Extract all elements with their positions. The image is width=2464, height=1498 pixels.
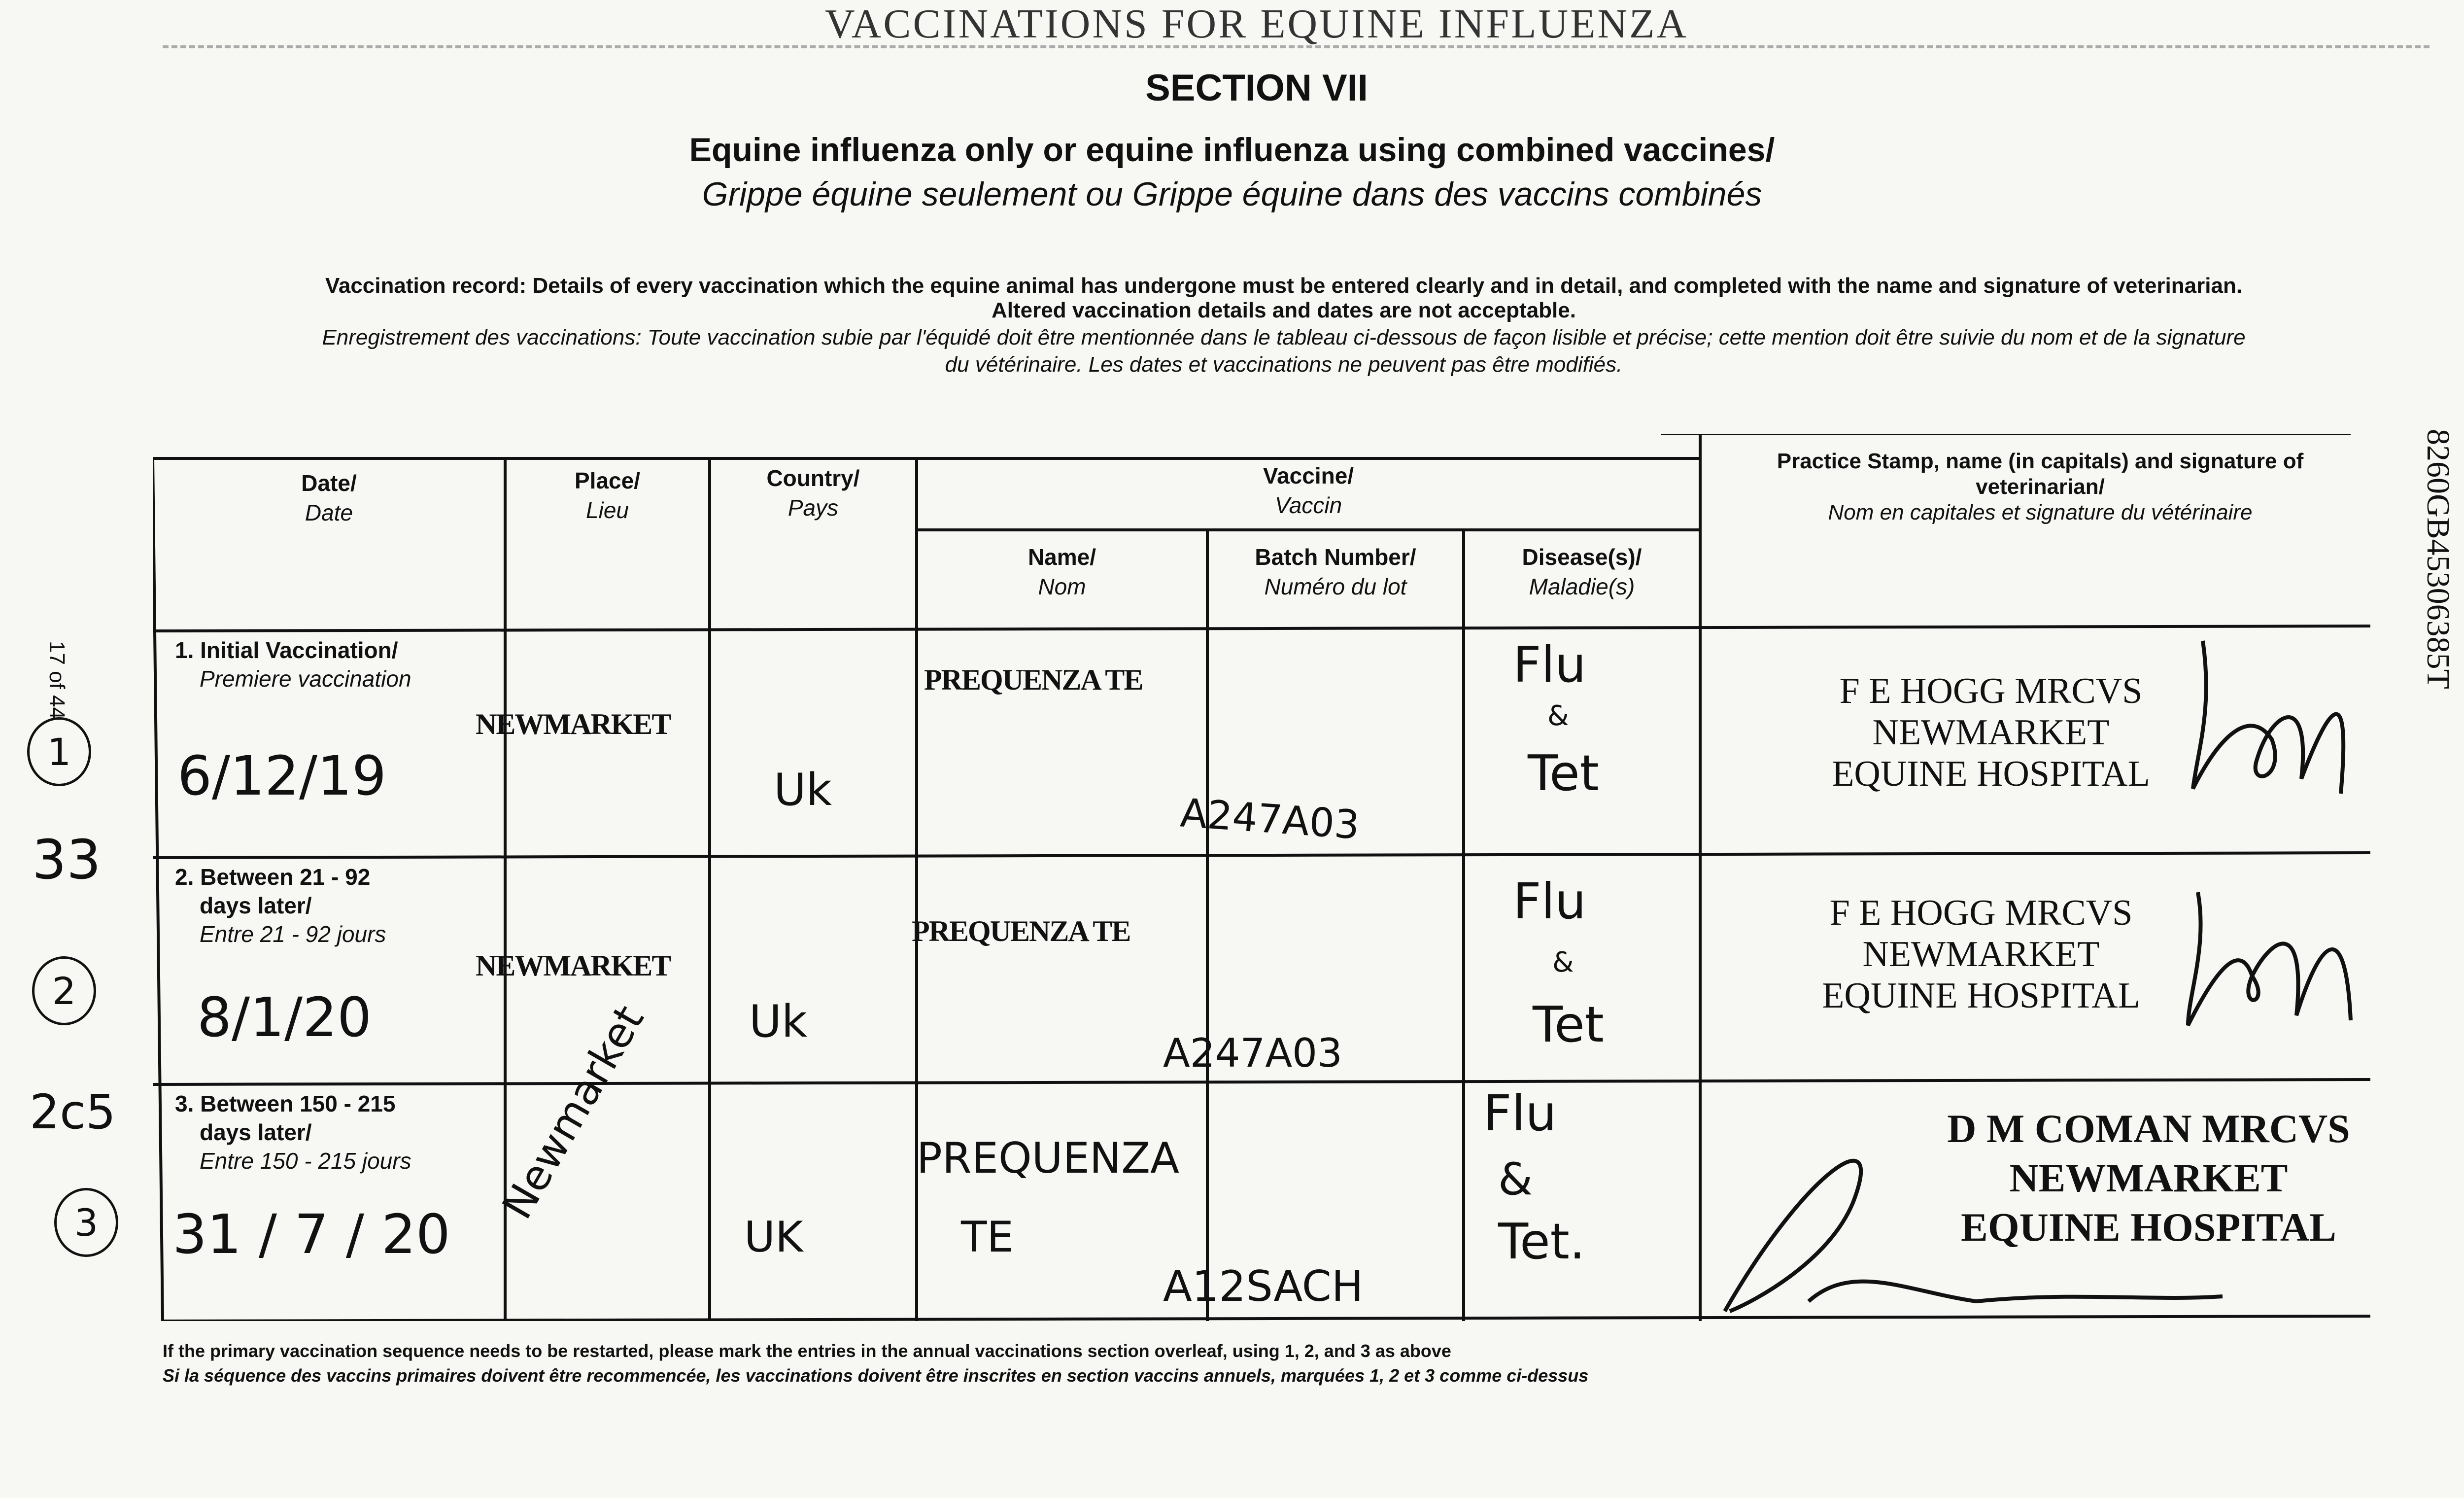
row1-label [175,636,411,693]
row3-batch: A12SACH [1163,1262,1364,1311]
document-id: 8260GB45306385T [2420,429,2456,689]
margin-circle-3: 3 [54,1188,118,1257]
col-batch-header [1207,542,1464,601]
row3-date: 31 / 7 / 20 [172,1203,450,1266]
row3-country: UK [744,1213,803,1262]
row1-label-fr: Premiere vaccination [200,666,411,692]
col-name-header [917,542,1207,601]
row2-disease-2: & [1552,946,1574,978]
margin-number-2: 2c5 [30,1084,116,1140]
row1-stamp-line3: EQUINE HOSPITAL [1832,754,2150,794]
col-country-en: Country/ [766,465,860,491]
col-disease-header [1464,542,1700,601]
col-name-fr: Nom [1038,574,1086,599]
row3-place: Newmarket [493,997,653,1227]
row2-stamp-line3: EQUINE HOSPITAL [1822,975,2140,1016]
row3-label-en-1: 3. Between 150 - 215 [175,1091,396,1116]
col-country-fr: Pays [787,495,839,521]
row2-date: 8/1/20 [197,986,372,1049]
note-english-line1: Vaccination record: Details of every vaccination which the equine animal has undergone must be entered clearly and in detail, and completed with the name and signature of veterinarian. [325,274,2243,298]
margin-number-1: 33 [32,828,101,891]
row2-label-en-2: days later/ [200,893,312,918]
note-english-line2: Altered vaccination details and dates are not acceptable. [992,298,1576,322]
row1-date: 6/12/19 [177,744,387,807]
col-batch-en: Batch Number/ [1255,544,1416,570]
col-place-header [505,466,710,525]
row1-disease-3: Tet [1528,744,1599,802]
col-country-header [710,463,917,523]
row1-country: Uk [774,764,832,816]
col-vaccine-en: Vaccine/ [1263,463,1354,488]
row2-vaccine-name: PREQUENZA TE [912,915,1130,947]
row1-stamp-line1: F E HOGG MRCVS [1839,671,2143,711]
section-heading: SECTION VII [1145,67,1368,109]
row2-country: Uk [749,996,807,1047]
row2-disease-1: Flu [1513,872,1586,930]
col-batch-fr: Numéro du lot [1264,574,1407,599]
row3-vaccine-name-1: PREQUENZA [917,1134,1180,1183]
row3-stamp-line1: D M COMAN MRCVS [1947,1106,2350,1151]
row1-batch: A247A03 [1179,790,1361,848]
row3-label [175,1089,411,1175]
col-place-fr: Lieu [586,497,629,523]
col-name-en: Name/ [1027,544,1096,570]
row3-vaccine-name-2: TE [961,1213,1014,1262]
row3-label-en-2: days later/ [200,1119,312,1145]
row1-vaccine-name: PREQUENZA TE [924,663,1143,696]
row3-disease-3: Tet. [1498,1213,1585,1270]
header-divider [163,45,2430,48]
col-disease-en: Disease(s)/ [1522,544,1642,570]
margin-circle-1: 1 [27,717,91,786]
row3-disease-1: Flu [1483,1084,1557,1142]
col-vet-fr: Nom en capitales et signature du vétérinaire [1828,500,2253,524]
col-vet-en-2: veterinarian/ [1976,475,2105,499]
form-title: VACCINATIONS FOR EQUINE INFLUENZA [824,1,1689,47]
row3-label-fr: Entre 150 - 215 jours [200,1148,411,1174]
row3-stamp-line3: EQUINE HOSPITAL [1961,1205,2336,1250]
row1-label-en: 1. Initial Vaccination/ [175,637,398,663]
row1-stamp-line2: NEWMARKET [1872,712,2110,753]
row2-label-en-1: 2. Between 21 - 92 [175,864,371,890]
row2-stamp-line1: F E HOGG MRCVS [1829,893,2133,933]
row2-label [175,863,386,948]
row1-place: NEWMARKET [476,708,671,740]
row3-stamp-line2: NEWMARKET [2009,1155,2288,1200]
row2-label-fr: Entre 21 - 92 jours [200,921,386,947]
row1-disease-1: Flu [1513,636,1586,694]
row2-disease-3: Tet [1533,996,1604,1053]
row1-disease-2: & [1547,700,1569,732]
row2-stamp-line2: NEWMARKET [1862,934,2100,975]
note-french-line2: du vétérinaire. Les dates et vaccinations ne peuvent pas être modifiés. [945,352,1623,377]
col-vet-en-1: Practice Stamp, name (in capitals) and signature of [1777,449,2304,473]
page-counter: 17 of 44 [45,641,69,720]
subtitle-english: Equine influenza only or equine influenza using combined vaccines/ [689,131,1775,169]
row1-vet-stamp [1789,670,2193,795]
footer-english: If the primary vaccination sequence needs to be restarted, please mark the entries in the annual vaccinations section overleaf, using 1, 2, and 3 as above [163,1341,1451,1361]
col-date-fr: Date [305,500,353,525]
col-date-en: Date/ [301,470,357,496]
col-vet-header [1700,449,2380,525]
row2-place: NEWMARKET [476,949,671,982]
row2-batch: A247A03 [1163,1030,1342,1076]
vaccination-table [153,434,2370,1321]
col-vaccine-header [917,461,1700,520]
subtitle-french: Grippe équine seulement ou Grippe équine dans des vaccins combinés [702,175,1762,213]
row3-vet-stamp [1927,1104,2370,1252]
row2-vet-stamp [1779,892,2183,1016]
col-disease-fr: Maladie(s) [1529,574,1635,599]
margin-circle-2: 2 [32,956,96,1025]
footer-french: Si la séquence des vaccins primaires doivent être recommencée, les vaccinations doivent être inscrites en section vaccins annuels, marquées 1, 2 et 3 comme ci-dessus [163,1365,1589,1386]
col-place-en: Place/ [575,468,640,493]
note-french-line1: Enregistrement des vaccinations: Toute vaccination subie par l'équidé doit être mentionnée dans le tableau ci-dessous de façon lisible et précise; cette mention doit être suivie du nom et de la signature [322,325,2246,349]
row3-disease-2: & [1498,1153,1533,1205]
col-vaccine-fr: Vaccin [1274,492,1342,518]
col-date-header [153,468,505,527]
